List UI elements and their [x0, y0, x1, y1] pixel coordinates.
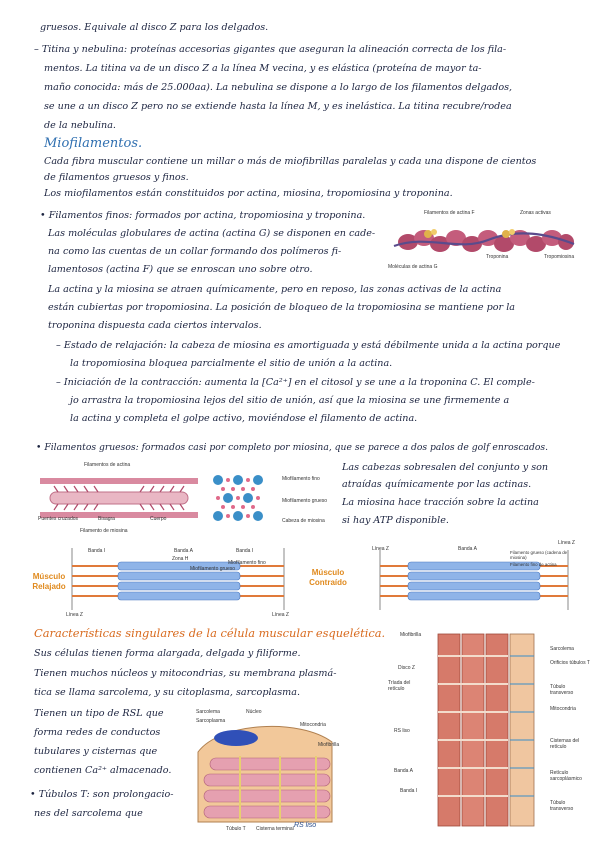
- note-line: na como las cuentas de un collar formando dos polímeros fi-: [48, 246, 342, 257]
- label-banda-a: Banda A: [458, 546, 477, 552]
- label-cisterna: Cisterna terminal: [256, 826, 294, 832]
- label-linea-z-2: Línea Z: [558, 540, 575, 546]
- label-zona-h: Zona H: [172, 556, 189, 562]
- note-line: atraídas químicamente por las actinas.: [342, 479, 532, 490]
- label-zonas-activas: Zonas activas: [520, 210, 551, 216]
- label-disco-z: Disco Z: [398, 665, 415, 671]
- note-line: tica se llama sarcolema, y su citoplasma, sarcoplasma.: [34, 687, 301, 698]
- label-bisagra: Bisagra: [98, 516, 115, 522]
- note-line: Las cabezas sobresalen del conjunto y son: [342, 462, 549, 473]
- label-linea-z-2: Línea Z: [272, 612, 289, 618]
- label-sarcoplasma: Sarcoplasma: [196, 718, 226, 724]
- note-line: Las moléculas globulares de actina (actina G) se disponen en cade-: [48, 228, 376, 239]
- note-line: • Túbulos T: son prolongacio-: [30, 789, 174, 800]
- label-tropomiosina: Tropomiosina: [544, 254, 575, 260]
- note-line: – Estado de relajación: la cabeza de miosina es amortiguada y está débilmente unida a la actina porque: [56, 340, 561, 351]
- note-line: troponina dispuesta cada ciertos intervalos.: [48, 320, 262, 331]
- note-line: jo arrastra la tropomiosina lejos del sitio de unión, así que la miosina se une firmemente a: [70, 395, 510, 406]
- note-line: tubulares y cisternas que: [34, 746, 158, 757]
- label-orificios: Orificios túbulos T: [550, 660, 590, 666]
- label-rs: RS liso: [294, 822, 317, 829]
- label-linea-z: Línea Z: [372, 546, 389, 552]
- note-line: Tienen muchos núcleos y mitocondrias, su membrana plasmá-: [34, 668, 337, 679]
- label-miofibrilla: Miofibrilla: [318, 742, 340, 748]
- label-reticulo: Retículo sarcoplásmico: [550, 770, 582, 782]
- label-troponina: Troponina: [486, 254, 509, 260]
- note-line: la actina y completa el golpe activo, moviéndose el filamento de actina.: [70, 413, 418, 424]
- label-miofilamento-fino: Miofilamento fino: [228, 560, 266, 566]
- note-line: Los miofilamentos están constituidos por actina, miosina, tropomiosina y troponina.: [44, 188, 453, 199]
- contracted-muscle-tag: Músculo Contraído: [309, 568, 347, 587]
- label-filamento-grueso: Filamento grueso (cadena de miosina): [510, 550, 568, 560]
- note-line: contienen Ca²⁺ almacenado.: [34, 765, 172, 776]
- muscle-cell-figure: [190, 712, 340, 832]
- label-cabeza-miosina: Cabeza de miosina: [282, 518, 325, 524]
- note-line: gruesos. Equivale al disco Z para los delgados.: [40, 22, 269, 33]
- label-tubulo-2: Túbulo transverso: [550, 800, 574, 812]
- section-heading: Miofilamentos.: [44, 136, 143, 151]
- label-tubulo-t: Túbulo T: [226, 826, 246, 832]
- label-triada: Tríada del retículo: [388, 680, 411, 692]
- label-sarcolema: Sarcolema: [196, 709, 220, 715]
- label-mitocondria: Mitocondria: [300, 722, 326, 728]
- note-line: están cubiertas por tropomiosina. La posición de bloqueo de la tropomiosina se mantiene por la: [48, 302, 515, 313]
- section-heading: Características singulares de la célula muscular esquelética.: [34, 626, 386, 640]
- label-nucleo: Núcleo: [246, 709, 262, 715]
- note-line: nes del sarcolema que: [34, 808, 143, 819]
- note-line: lamentosos (actina F) que se enroscan uno sobre otro.: [48, 264, 313, 275]
- filament-lattice-figure: [206, 468, 270, 530]
- note-line: La miosina hace tracción sobre la actina: [342, 497, 539, 508]
- note-line: – Iniciación de la contracción: aumenta la [Ca²⁺] en el citosol y se une a la troponina C. El comple-: [56, 377, 535, 388]
- note-line: • Filamentos finos: formados por actina, tropomiosina y troponina.: [40, 210, 366, 221]
- label-mitocondria: Mitocondria: [550, 706, 576, 712]
- note-line: forma redes de conductos: [34, 727, 161, 738]
- label-rs: RS liso: [394, 728, 410, 734]
- note-line: La actina y la miosina se atraen químicamente, pero en reposo, las zonas activas de la actina: [48, 284, 502, 295]
- note-line: • Filamentos gruesos: formados casi por completo por miosina, que se parece a dos palos de golf enroscados.: [36, 442, 549, 453]
- muscle-fiber-figure: [424, 626, 544, 834]
- note-line: se une a un disco Z pero no se extiende hasta la línea M, y es inelástica. La titina recubre/rodea: [44, 101, 512, 112]
- label-filamento-fino: Filamento fino de actina: [510, 562, 557, 567]
- note-line: mentos. La titina va de un disco Z a la línea M vecina, y es elástica (proteína de mayor ta-: [44, 63, 482, 74]
- note-line: – Titina y nebulina: proteínas accesorias gigantes que aseguran la alineación correcta de los fila-: [34, 44, 507, 55]
- note-line: Tienen un tipo de RSL que: [34, 708, 164, 719]
- note-line: si hay ATP disponible.: [342, 515, 449, 526]
- note-line: la tropomiosina bloquea parcialmente el sitio de unión a la actina.: [70, 358, 393, 369]
- note-line: Sus células tienen forma alargada, delgada y filiforme.: [34, 648, 301, 659]
- label-miofilamento-fino: Miofilamento fino: [282, 476, 320, 482]
- label-cisternas: Cisternas del retículo: [550, 738, 580, 750]
- note-line: Cada fibra muscular contiene un millar o más de miofibrillas paralelas y cada una dispone de cientos: [44, 156, 537, 167]
- label-sarcolema: Sarcolema: [550, 646, 574, 652]
- label-cuerpo: Cuerpo: [150, 516, 167, 522]
- label-banda-a: Banda A: [394, 768, 413, 774]
- label-tubulo: Túbulo transverso: [550, 684, 574, 696]
- label-miofibrilla: Miofibrilla: [400, 632, 422, 638]
- label-banda-i-2: Banda I: [236, 548, 254, 554]
- label-actina-f: Filamentos de actina F: [424, 210, 475, 216]
- label-linea-z: Línea Z: [66, 612, 83, 618]
- label-banda-a: Banda A: [174, 548, 193, 554]
- label-actina-g: Moléculas de actina G: [388, 264, 438, 270]
- label-miofilamento-grueso: Miofilamento grueso: [190, 566, 236, 572]
- label-filamentos-actina: Filamentos de actina: [84, 462, 131, 468]
- label-banda-i: Banda I: [88, 548, 106, 554]
- note-line: de filamentos gruesos y finos.: [44, 172, 189, 183]
- note-line: de la nebulina.: [44, 120, 116, 131]
- label-miofilamento-grueso: Miofilamento grueso: [282, 498, 328, 504]
- note-line: maño conocida: más de 25.000aa). La nebulina se dispone a lo largo de los filamentos delgados,: [44, 82, 513, 93]
- myosin-filament-figure: [36, 464, 202, 534]
- relaxed-muscle-tag: Músculo Relajado: [32, 572, 66, 591]
- label-banda-i: Banda I: [400, 788, 418, 794]
- label-filamento-miosina: Filamento de miosina: [80, 528, 128, 534]
- label-puentes: Puentes cruzados: [38, 516, 79, 522]
